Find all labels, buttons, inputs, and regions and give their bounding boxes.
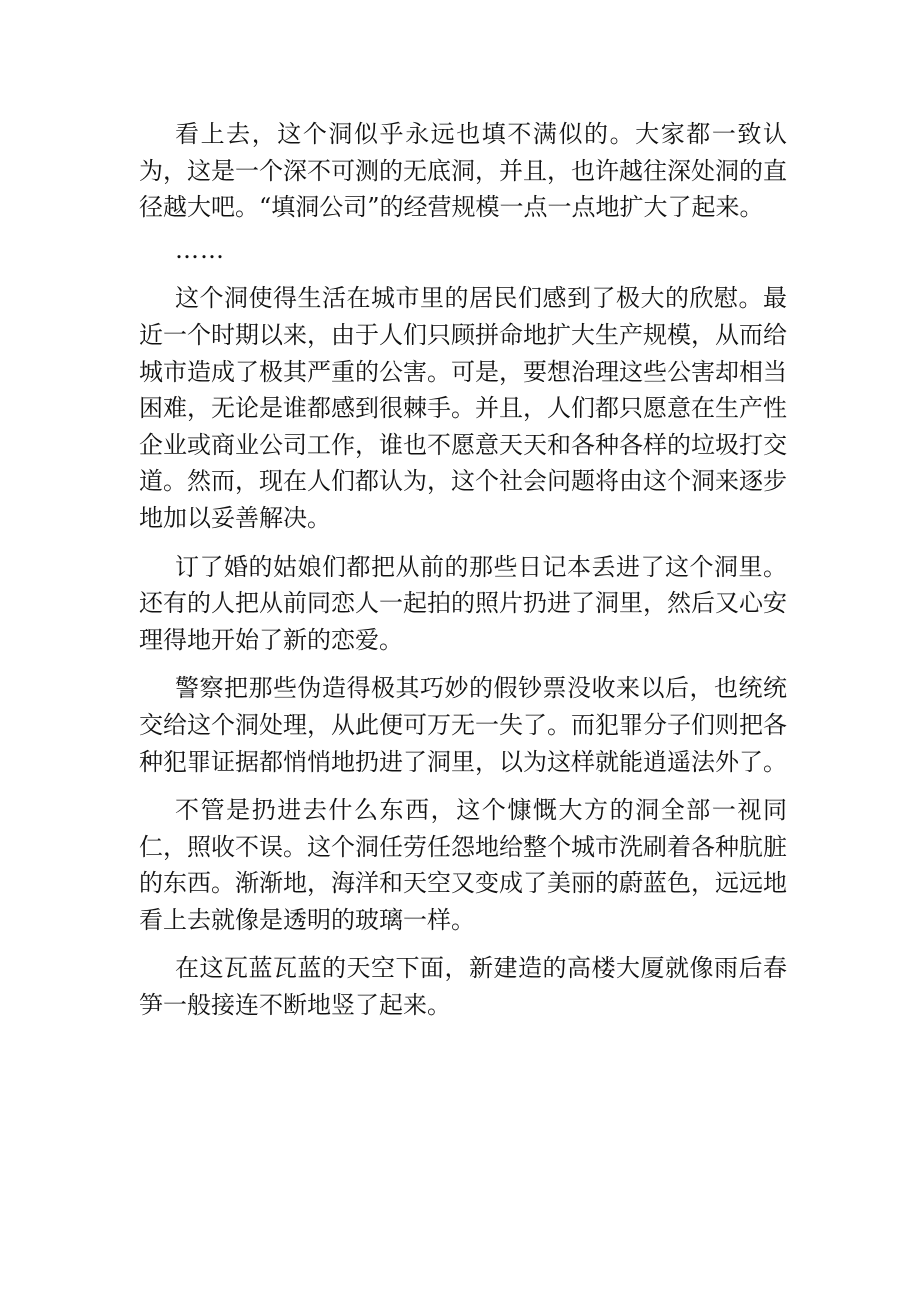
paragraph-6: 在这瓦蓝瓦蓝的天空下面，新建造的高楼大厦就像雨后春笋一般接连不断地竖了起来。	[139, 954, 787, 1020]
paragraph-3: 订了婚的姑娘们都把从前的那些日记本丢进了这个洞里。还有的人把从前同恋人一起拍的照片扔进了洞里，然后又心安理得地开始了新的恋爱。	[139, 552, 787, 654]
paragraph-2: 这个洞使得生活在城市里的居民们感到了极大的欣慰。最近一个时期以来，由于人们只顾拼命地扩大生产规模，从而给城市造成了极其严重的公害。可是，要想治理这些公害却相当困难，无论是谁都感到很棘手。并且，人们都只愿意在生产性企业或商业公司工作，谁也不愿意天天和各种各样的垃圾打交道。然而，现在人们都认为，这个社会问题将由这个洞来逐步地加以妥善解决。	[139, 284, 787, 532]
ellipsis-paragraph: ……	[175, 235, 225, 264]
paragraph-5: 不管是扔进去什么东西，这个慷慨大方的洞全部一视同仁，照收不误。这个洞任劳任怨地给整个城市洗刷着各种肮脏的东西。渐渐地，海洋和天空又变成了美丽的蔚蓝色，远远地看上去就像是透明的玻璃一样。	[139, 796, 787, 934]
document-body	[139, 116, 787, 1036]
paragraph-1: 看上去，这个洞似乎永远也填不满似的。大家都一致认为，这是一个深不可测的无底洞，并且，也许越往深处洞的直径越大吧。“填洞公司”的经营规模一点一点地扩大了起来。	[139, 120, 787, 222]
paragraph-4: 警察把那些伪造得极其巧妙的假钞票没收来以后，也统统交给这个洞处理，从此便可万无一失了。而犯罪分子们则把各种犯罪证据都悄悄地扔进了洞里，以为这样就能逍遥法外了。	[139, 674, 787, 776]
